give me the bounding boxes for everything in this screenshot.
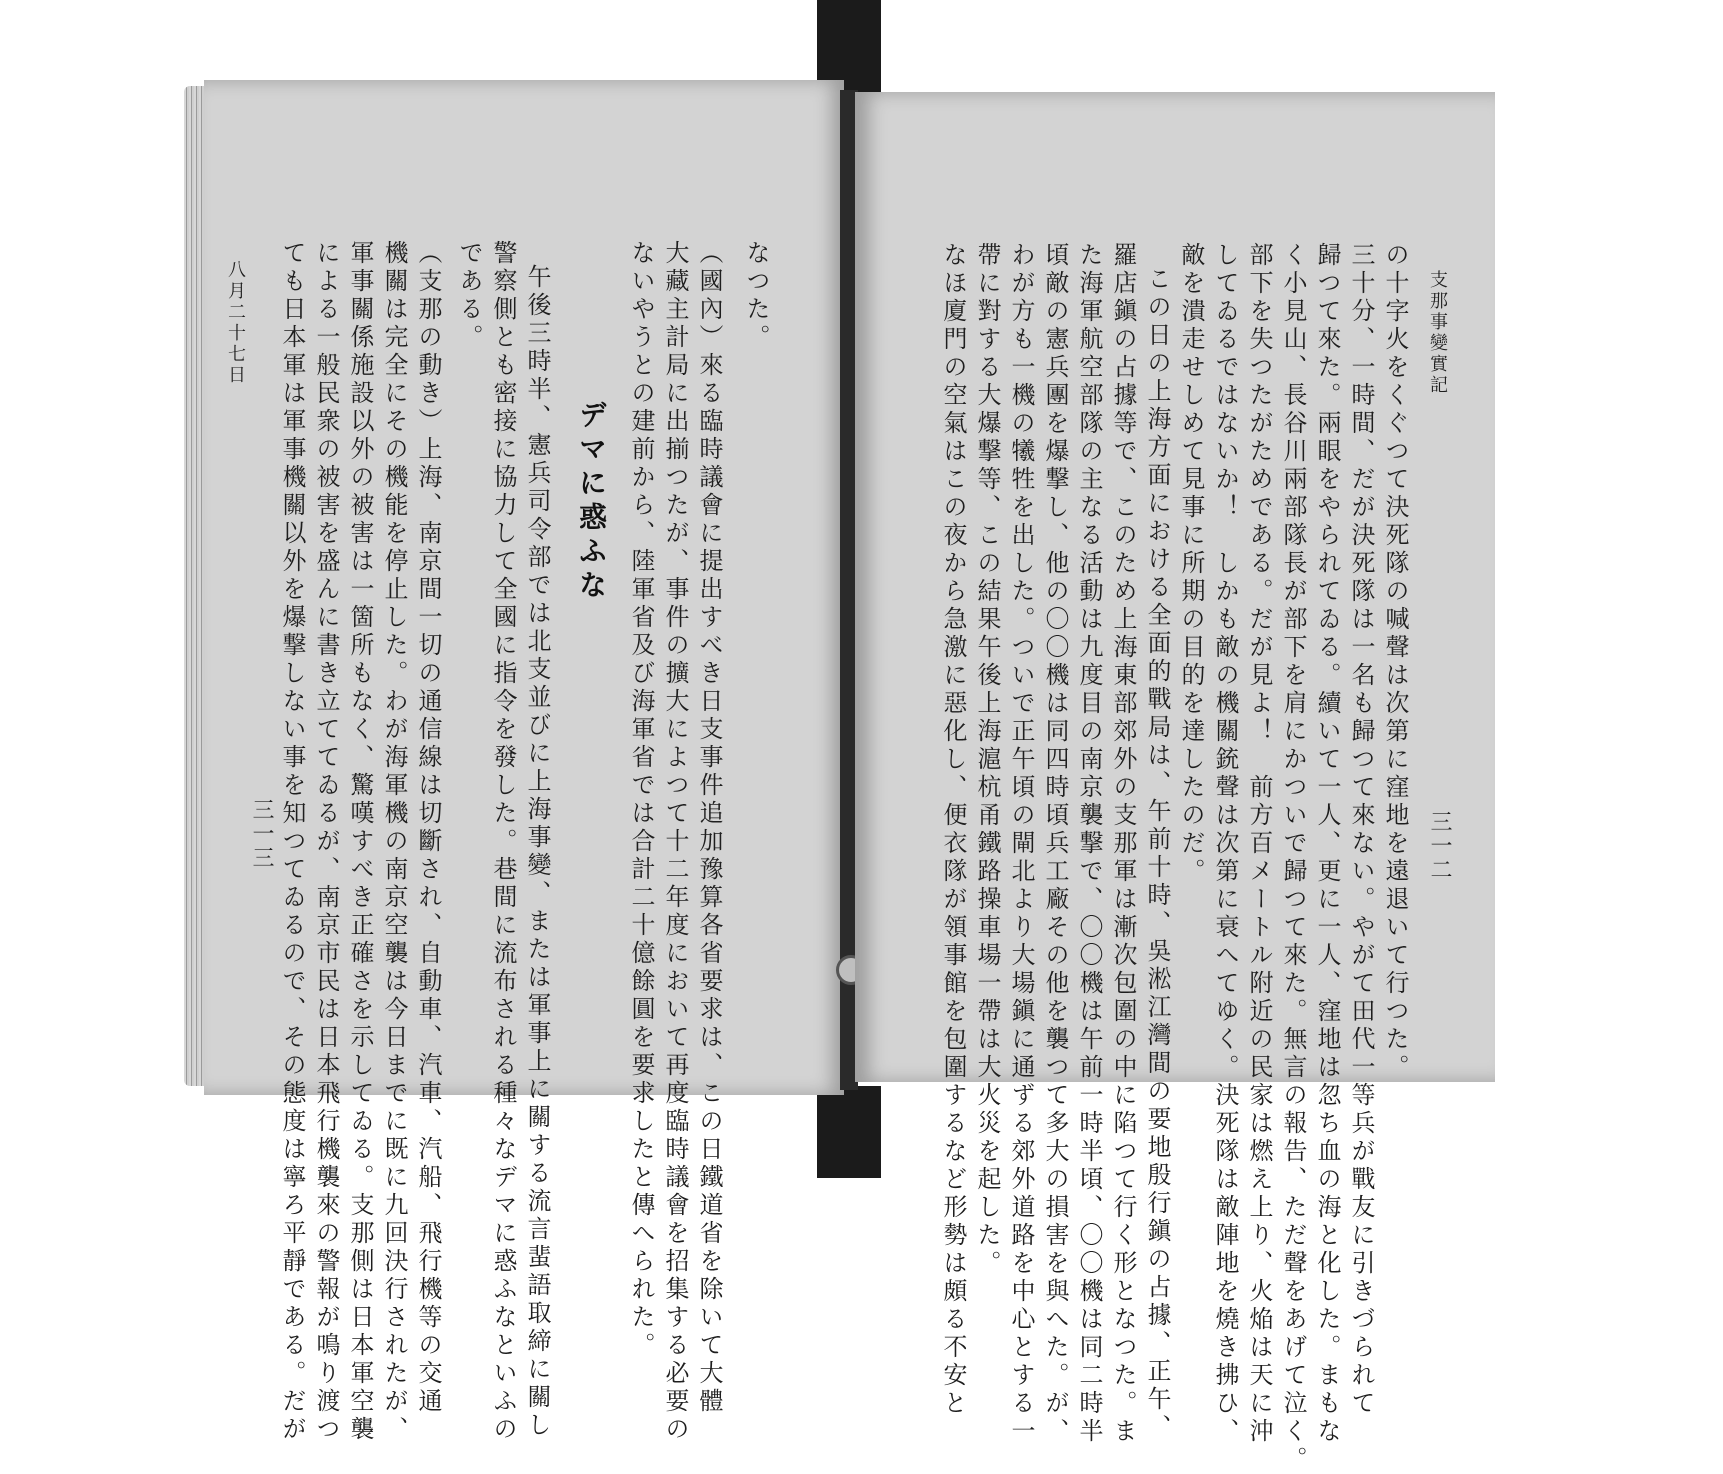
left-column-12: ても日本軍は軍事機關以外を爆撃しない事を知つてゐるので、その態度は寧ろ平靜である。だが <box>278 240 306 1444</box>
date-footer: 八月二十七日 <box>225 260 246 386</box>
section-heading: デマに惑ふな <box>575 400 608 604</box>
right-column-11: 頃敵の憲兵團を爆撃し、他の〇〇機は同四時頃兵工廠その他を襲つて多大の損害を與へた。が、 <box>1041 242 1069 1446</box>
right-column-9: 羅店鎭の占據等で、このため上海東部郊外の支那軍は漸次包圍の中に陷つて行く形となつた。ま <box>1109 242 1137 1446</box>
left-column-2: （國內）來る臨時議會に提出すべき日支事件追加豫算各省要求は、この日鐵道省を除いて大體 <box>695 240 723 1416</box>
right-column-14: なほ廈門の空氣はこの夜から急激に惡化し、便衣隊が領事館を包圍するなど形勢は頗る不安と <box>939 242 967 1418</box>
left-column-1: なつた。 <box>742 240 770 352</box>
right-column-6: してゐるではないか！ しかも敵の機關銃聲は次第に衰へてゆく。決死隊は敵陣地を燒き拂ひ、 <box>1211 242 1239 1446</box>
left-column-6: 警察側とも密接に協力して全國に指令を發した。巷間に流布される種々なデマに惑ふなといふの <box>489 240 517 1444</box>
right-page-number: 三一二 <box>1427 810 1452 882</box>
right-column-12: わが方も一機の犧牲を出した。ついで正午頃の閘北より大場鎭に通ずる郊外道路を中心とする一 <box>1007 242 1035 1446</box>
stand-top <box>817 0 881 92</box>
left-page-number: 三一三 <box>249 798 274 870</box>
right-column-7: 敵を潰走せしめて見事に所期の目的を達したのだ。 <box>1177 242 1205 886</box>
left-column-3: 大藏主計局に出揃つたが、事件の擴大によつて十二年度において再度臨時議會を招集する必要の <box>661 240 689 1444</box>
right-column-8: この日の上海方面における全面的戰局は、午前十時、吳淞江灣間の要地殷行鎭の占據、正午、 <box>1143 266 1171 1442</box>
left-column-4: ないやうとの建前から、陸軍省及び海軍省では合計二十億餘圓を要求したと傳へられた。 <box>627 240 655 1360</box>
right-column-3: 歸つて來た。兩眼をやられてゐる。續いて一人、更に一人、窪地は忽ち血の海と化した。まもな <box>1313 242 1341 1446</box>
right-column-4: く小見山、長谷川兩部隊長が部下を肩にかついで歸つて來た。無言の報告、ただ聲をあげて泣く。 <box>1279 242 1307 1474</box>
left-column-11: による一般民衆の被害を盛んに書き立ててゐるが、南京市民は日本飛行機襲來の警報が鳴り渡つ <box>312 240 340 1444</box>
left-column-5: 午後三時半、憲兵司令部では北支並びに上海事變、または軍事上に關する流言蜚語取締に關し <box>523 264 551 1440</box>
left-column-8: （支那の動き）上海、南京間一切の通信線は切斷され、自動車、汽車、汽船、飛行機等の交通 <box>414 240 442 1416</box>
running-header: 支那事變實記 <box>1427 270 1448 396</box>
right-column-5: 部下を失つたがためである。だが見よ！ 前方百メートル附近の民家は燃え上り、火焔は天に沖 <box>1245 242 1273 1446</box>
right-page <box>855 92 1495 1474</box>
left-column-7: である。 <box>455 240 483 352</box>
right-column-1: の十字火をくぐつて決死隊の喊聲は次第に窪地を遠退いて行つた。 <box>1381 242 1409 1082</box>
right-column-13: 帶に對する大爆撃等、この結果午後上海滬杭甬鐵路操車場一帶は大火災を起した。 <box>973 242 1001 1278</box>
left-page <box>204 80 844 1444</box>
left-column-9: 機關は完全にその機能を停止した。わが海軍機の南京空襲は今日までに既に九回決行されたが、 <box>380 240 408 1444</box>
right-column-10: た海軍航空部隊の主なる活動は九度目の南京襲撃で、〇〇機は午前一時半頃、〇〇機は同二時半 <box>1075 242 1103 1446</box>
left-column-10: 軍事關係施設以外の被害は一箇所もなく、驚嘆すべき正確さを示してゐる。支那側は日本軍空襲 <box>346 240 374 1444</box>
stand-bottom <box>817 1086 881 1178</box>
right-column-2: 三十分、一時間、だが決死隊は一名も歸つて來ない。やがて田代一等兵が戰友に引きづられて <box>1347 242 1375 1418</box>
